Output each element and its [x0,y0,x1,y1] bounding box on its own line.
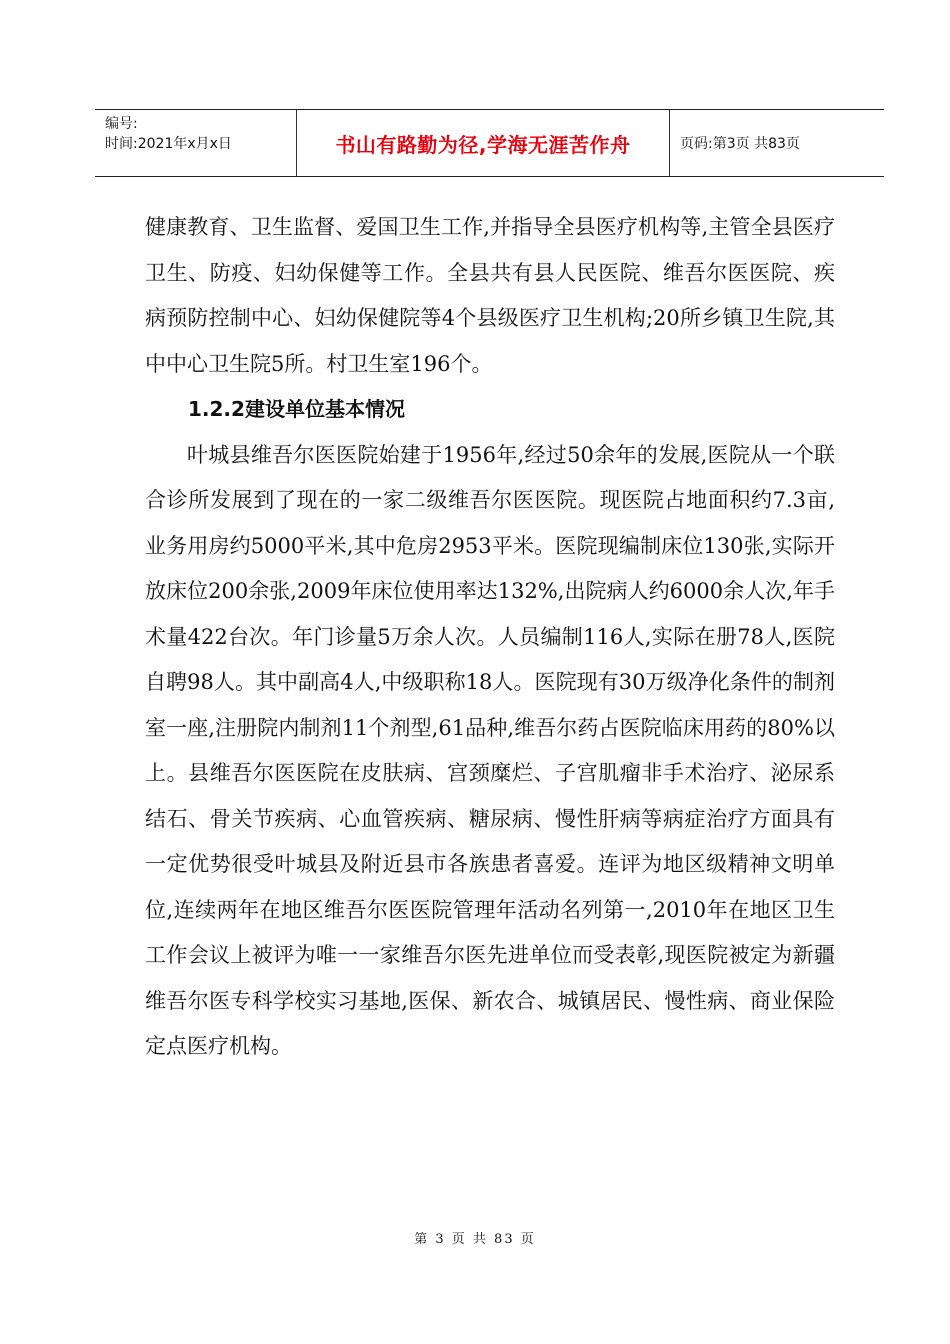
section-heading: 1.2.2建设单位基本情况 [188,397,405,421]
document-header [95,109,884,177]
header-page-code: 页码:第3页 共83页 [680,136,800,152]
body-paragraph: 叶城县维吾尔医医院始建于1956年,经过50余年的发展,医院从一个联合诊所发展到了现在的一家二级维吾尔医医院。现医院占地面积约7.3亩,业务用房约5000平米,其中危房2953平米。医院现编制床位130张,实际开放床位200余张,2009年床位使用率达132%,出院病人约6000余人次,年手术量422台次。年门诊量5万余人次。人员编制116人,实际在册78人,医院自聘98人。其中副高4人,中级职称18人。医院现有30万级净化条件的制剂室一座,注册院内制剂11个剂型,61品种,维吾尔药占医院临床用药的80%以上。县维吾尔医医院在皮肤病、宫颈糜烂、子宫肌瘤非手术治疗、泌尿系结石、骨关节疾病、心血管疾病、糖尿病、慢性肝病等病症治疗方面具有一定优势很受叶城县及附近县市各族患者喜爱。连评为地区级精神文明单位,连续两年在地区维吾尔医医院管理年活动名列第一,2010年在地区卫生工作会议上被评为唯一一家维吾尔医先进单位而受表彰,现医院被定为新疆维吾尔医专科学校实习基地,医保、新农合、城镇居民、慢性病、商业保险定点医疗机构。 [145,442,835,1058]
serial-number-label: 编号: [105,116,138,132]
page-footer: 第 3 页 共 83 页 [414,1232,536,1247]
date-label: 时间:2021年x月x日 [105,136,232,152]
document-body [145,205,835,1070]
header-motto: 书山有路勤为径,学海无涯苦作舟 [297,110,670,176]
header-meta [95,110,297,176]
body-paragraph: 健康教育、卫生监督、爱国卫生工作,并指导全县医疗机构等,主管全县医疗卫生、防疫、妇幼保健等工作。全县共有县人民医院、维吾尔医医院、疾病预防控制中心、妇幼保健院等4个县级医疗卫生机构;20所乡镇卫生院,其中中心卫生院5所。村卫生室196个。 [145,215,835,376]
